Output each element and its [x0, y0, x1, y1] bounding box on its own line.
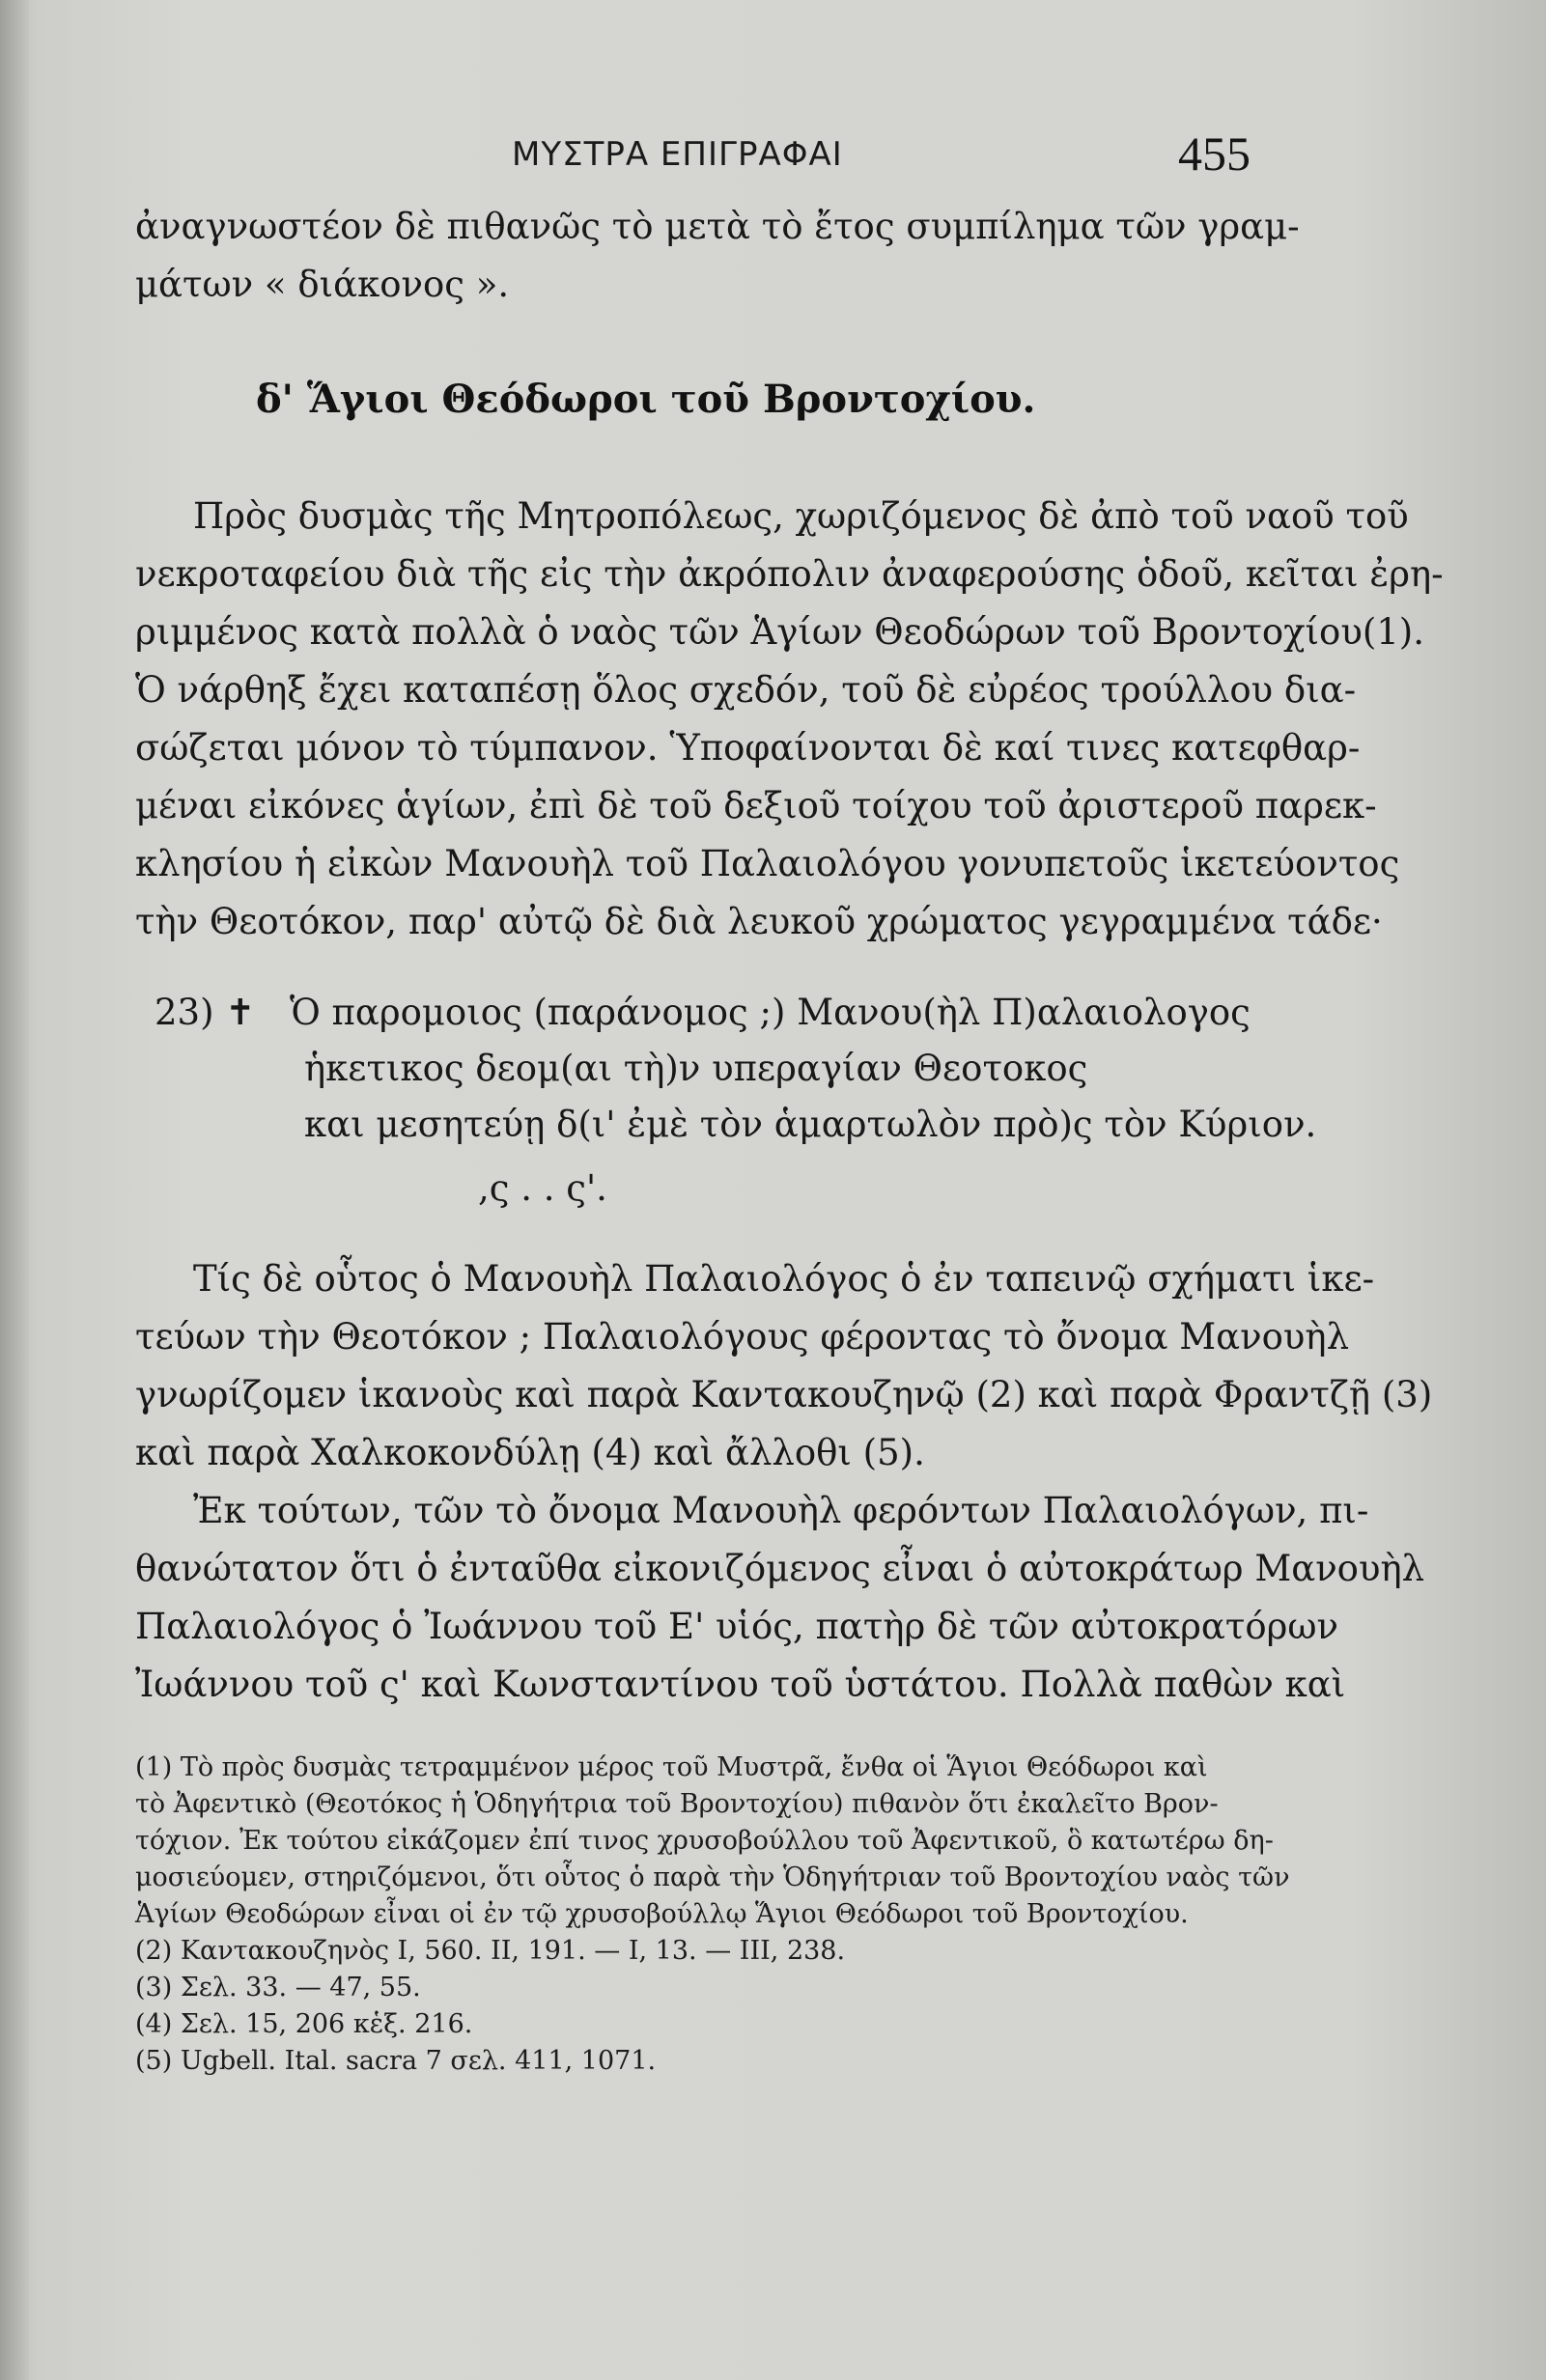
- text-line: καὶ παρὰ Χαλκοκονδύλῃ (4) καὶ ἄλλοθι (5).: [135, 1432, 925, 1473]
- footnotes: [135, 1750, 1290, 2080]
- scan-gutter-shadow: [0, 0, 29, 2380]
- footnote-5: (5) Ugbell. Ital. sacra 7 σελ. 411, 1071.: [135, 2046, 657, 2076]
- text-line: θανώτατον ὅτι ὁ ἐνταῦθα εἰκονιζόμενος εἶναι ὁ αὐτοκράτωρ Μανουὴλ: [135, 1548, 1425, 1589]
- text-line: Ὁ νάρθηξ ἔχει καταπέσῃ ὅλος σχεδόν, τοῦ δὲ εὐρέος τρούλλου δια-: [135, 669, 1357, 711]
- footnote-line: τόχιον. Ἐκ τούτου εἰκάζομεν ἐπί τινος χρυσοβούλλου τοῦ Ἀφεντικοῦ, ὃ κατωτέρω δη-: [135, 1826, 1274, 1856]
- inscription-date: ,ς . . ς'.: [478, 1167, 607, 1209]
- text-line: ριμμένος κατὰ πολλὰ ὁ ναὸς τῶν Ἁγίων Θεοδώρων τοῦ Βροντοχίου(1).: [135, 611, 1424, 653]
- footnote-3: (3) Σελ. 33. — 47, 55.: [135, 1973, 421, 2002]
- footnote-1: [135, 1750, 1290, 1933]
- footnote-line: μοσιεύομεν, στηριζόμενοι, ὅτι οὗτος ὁ παρὰ τὴν Ὁδηγήτριαν τοῦ Βροντοχίου ναὸς τῶν: [135, 1862, 1290, 1892]
- text-line: νεκροταφείου διὰ τῆς εἰς τὴν ἀκρόπολιν ἀναφερούσης ὁδοῦ, κεῖται ἐρη-: [135, 553, 1444, 595]
- footnote-4: (4) Σελ. 15, 206 κἑξ. 216.: [135, 2009, 473, 2039]
- inscription-lines: [290, 985, 1316, 1153]
- text-line: τὴν Θεοτόκον, παρ' αὐτῷ δὲ διὰ λευκοῦ χρώματος γεγραμμένα τάδε·: [135, 901, 1383, 942]
- paragraph-2: [135, 1250, 1433, 1714]
- footnote-line: Ἁγίων Θεοδώρων εἶναι οἱ ἐν τῷ χρυσοβούλλῳ Ἅγιοι Θεόδωροι τοῦ Βροντοχίου.: [135, 1899, 1189, 1929]
- running-head: [0, 126, 1546, 183]
- footnote-line: (1) Τὸ πρὸς δυσμὰς τετραμμένον μέρος τοῦ Μυστρᾶ, ἔνθα οἱ Ἅγιοι Θεόδωροι καὶ: [135, 1752, 1208, 1782]
- text-line: τεύων τὴν Θεοτόκον ; Παλαιολόγους φέροντας τὸ ὄνομα Μανουὴλ: [135, 1316, 1350, 1358]
- text-line: Ἰωάννου τοῦ ς' καὶ Κωνσταντίνου τοῦ ὑστάτου. Πολλὰ παθὼν καὶ: [135, 1664, 1346, 1705]
- text-line: γνωρίζομεν ἱκανοὺς καὶ παρὰ Καντακουζηνῷ (2) καὶ παρὰ Φραντζῇ (3): [135, 1374, 1433, 1415]
- inscription-line: ἡκετικος δεομ(αι τὴ)ν υπεραγίαν Θεοτοκος: [304, 1048, 1088, 1089]
- intro-text: [135, 198, 1300, 314]
- paragraph-1: [135, 488, 1444, 951]
- text-line: Πρὸς δυσμὰς τῆς Μητροπόλεως, χωριζόμενος δὲ ἀπὸ τοῦ ναοῦ τοῦ: [193, 495, 1409, 537]
- text-line: μάτων « διάκονος ».: [135, 264, 510, 305]
- section-heading: δ' Ἅγιοι Θεόδωροι τοῦ Βροντοχίου.: [256, 377, 1036, 422]
- text-line: κλησίου ἡ εἰκὼν Μανουὴλ τοῦ Παλαιολόγου γονυπετοῦς ἱκετεύοντος: [135, 843, 1400, 884]
- text-line: Ἐκ τούτων, τῶν τὸ ὄνομα Μανουὴλ φερόντων Παλαιολόγων, πι-: [193, 1490, 1369, 1531]
- text-line: Παλαιολόγος ὁ Ἰωάννου τοῦ Ε' υἱός, πατὴρ δὲ τῶν αὐτοκρατόρων: [135, 1606, 1339, 1647]
- inscription-number: 23) ✝: [155, 992, 256, 1033]
- footnote-2: (2) Καντακουζηνὸς I, 560. II, 191. — I, 13. — III, 238.: [135, 1936, 846, 1966]
- running-head-title: ΜΥΣΤΡΑ ΕΠΙΓΡΑΦΑΙ: [512, 135, 843, 174]
- inscription-line: και μεσητεύῃ δ(ι' ἐμὲ τὸν ἁμαρτωλὸν πρὸ)ς τὸν Κύριον.: [304, 1104, 1317, 1145]
- text-line: σώζεται μόνον τὸ τύμπανον. Ὑποφαίνονται δὲ καί τινες κατεφθαρ-: [135, 727, 1361, 769]
- text-line: ἀναγνωστέον δὲ πιθανῶς τὸ μετὰ τὸ ἔτος συμπίλημα τῶν γραμ-: [135, 206, 1300, 247]
- text-line: Τίς δὲ οὗτος ὁ Μανουὴλ Παλαιολόγος ὁ ἐν ταπεινῷ σχήματι ἱκε-: [193, 1258, 1375, 1300]
- text-line: μέναι εἰκόνες ἁγίων, ἐπὶ δὲ τοῦ δεξιοῦ τοίχου τοῦ ἀριστεροῦ παρεκ-: [135, 785, 1377, 826]
- inscription-line: Ὁ παρομοιος (παράνομος ;) Μανου(ὴλ Π)αλαιολογος: [290, 992, 1251, 1033]
- page-number: 455: [1178, 126, 1251, 181]
- footnote-line: τὸ Ἀφεντικὸ (Θεοτόκος ἡ Ὁδηγήτρια τοῦ Βροντοχίου) πιθανὸν ὅτι ἐκαλεῖτο Βρον-: [135, 1789, 1219, 1819]
